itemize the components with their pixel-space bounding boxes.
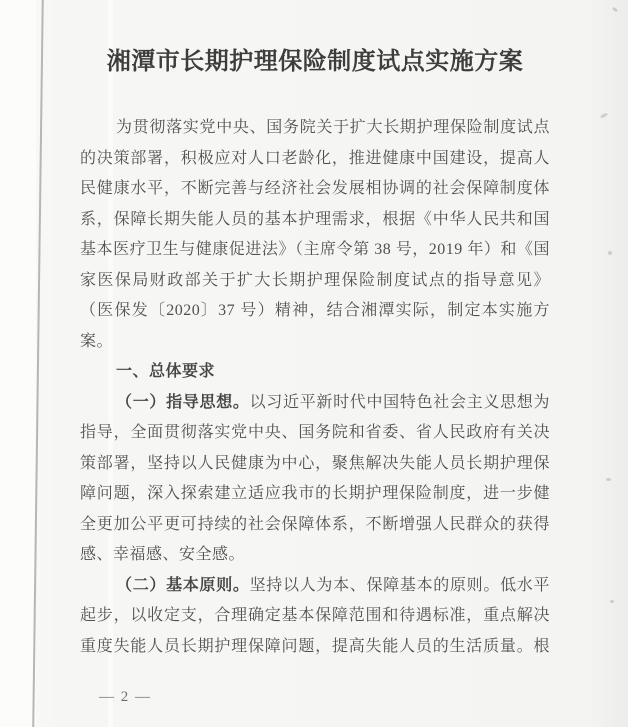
body-line: 感、幸福感、安全感。 (80, 546, 246, 563)
paragraph-lead-bold: （一）指导思想。 (116, 393, 250, 411)
body-line (80, 388, 550, 419)
body-line: 民健康水平，不断完善与经济社会发展相协调的社会保障制度体 (80, 180, 550, 197)
scan-speck (610, 600, 614, 603)
body-line-text: 坚持以人为本、保障基本的原则。低水平 (249, 576, 550, 594)
body-line: 障问题，深入探索建立适应我市的长期护理保险制度，进一步健 (80, 485, 550, 502)
right-edge-shading (588, 0, 628, 727)
page-left-margin (0, 0, 36, 727)
body-line: 策部署，坚持以人民健康为中心，聚焦解决失能人员长期护理保 (80, 454, 550, 472)
paragraph-lead-bold: （二）基本原则。 (116, 576, 250, 594)
body-line: 系，保障长期失能人员的基本护理需求，根据《中华人民共和国 (80, 210, 550, 228)
section-heading: 一、总体要求 (116, 363, 216, 380)
body-line: 的决策部署，积极应对人口老龄化，推进健康中国建设，提高人 (80, 149, 550, 167)
body-line (80, 571, 550, 602)
scan-speck (606, 478, 611, 481)
body-line: 全更加公平更可持续的社会保障体系，不断增强人民群众的获得 (80, 515, 550, 533)
document-title: 湘潭市长期护理保险制度试点实施方案 (106, 49, 524, 75)
body-line: （医保发〔2020〕37 号）精神，结合湘潭实际，制定本实施方 (80, 302, 550, 319)
body-line: 基本医疗卫生与健康促进法》（主席令第 38 号，2019 年）和《国 (80, 241, 550, 258)
body-line: 家医保局财政部关于扩大长期护理保险制度试点的指导意见》 (80, 271, 550, 289)
body-line-text: 以习近平新时代中国特色社会主义思想为 (249, 393, 550, 411)
document-body (80, 113, 550, 662)
body-line: 起步，以收定支，合理确定基本保障范围和待遇标准，重点解决 (80, 607, 550, 624)
page-number: — 2 — (99, 689, 152, 705)
body-line: 案。 (80, 332, 114, 350)
body-line: 指导，全面贯彻落实党中央、国务院和省委、省人民政府有关决 (80, 424, 550, 441)
scan-speck (608, 251, 612, 255)
body-line: 重度失能人员长期护理保障问题，提高失能人员的生活质量。根 (80, 637, 550, 655)
body-line: 为贯彻落实党中央、国务院关于扩大长期护理保险制度试点 (116, 119, 550, 136)
